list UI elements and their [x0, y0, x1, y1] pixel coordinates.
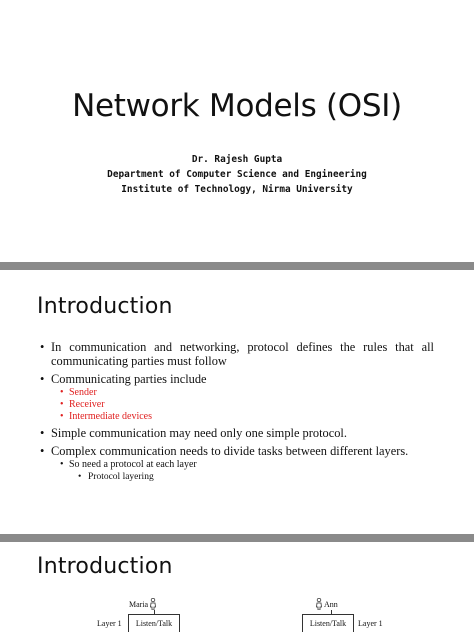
introduction-diagram-slide	[0, 542, 474, 632]
person-icon	[315, 598, 323, 610]
bullet-text: • Complex communication needs to divide tasks between different layers.	[51, 444, 409, 458]
person-name: Maria	[129, 599, 149, 609]
bullet-text: • Communicating parties include	[51, 372, 207, 386]
bullet-item	[40, 444, 434, 458]
bullet-text: • Simple communication may need only one simple protocol.	[51, 426, 347, 440]
department-name: Department of Computer Science and Engineering	[107, 169, 367, 180]
person-name: Ann	[324, 599, 338, 609]
author-block	[0, 152, 474, 197]
bullet-item	[40, 340, 434, 368]
bullet-item	[40, 372, 434, 386]
institute-name: Institute of Technology, Nirma University	[121, 184, 353, 195]
parties-list	[40, 387, 434, 423]
person-icon	[149, 598, 157, 610]
slide-title: Introduction	[37, 294, 173, 319]
left-layer-box: Listen/Talk	[128, 614, 180, 632]
bullet-item	[40, 426, 434, 440]
sub-bullet: • So need a protocol at each layer	[40, 459, 434, 471]
party-sender: • Sender	[40, 387, 434, 399]
sub-sub-bullet: • Protocol layering	[40, 471, 434, 483]
party-receiver: • Receiver	[40, 399, 434, 411]
author-name: Dr. Rajesh Gupta	[191, 154, 283, 165]
left-layer-label: Layer 1	[97, 619, 122, 628]
right-layer-box: Listen/Talk	[302, 614, 354, 632]
introduction-slide	[0, 270, 474, 534]
bullet-text: • In communication and networking, protocol defines the rules that all communicating parties must follow	[51, 340, 434, 368]
person-ann	[315, 598, 338, 610]
title-slide	[0, 0, 474, 262]
party-intermediate: • Intermediate devices	[40, 411, 434, 423]
slide-title: Introduction	[37, 554, 173, 579]
right-layer-label: Layer 1	[358, 619, 383, 628]
layering-list	[40, 459, 434, 483]
presentation-title: Network Models (OSI)	[72, 88, 402, 124]
person-maria	[129, 598, 157, 610]
bullet-list	[40, 340, 434, 486]
